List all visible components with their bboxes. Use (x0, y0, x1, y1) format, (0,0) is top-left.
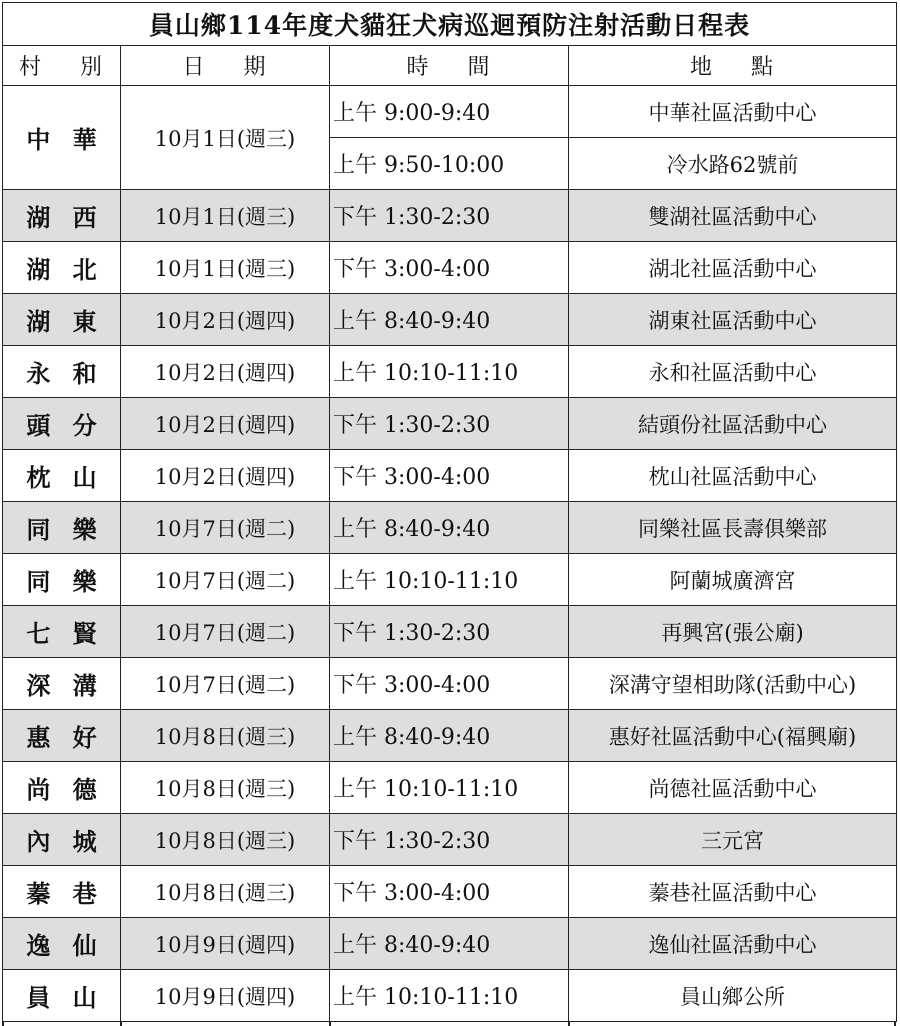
table-row (3, 86, 897, 138)
table-title: 員山鄉114年度犬貓狂犬病巡迴預防注射活動日程表 (3, 3, 897, 46)
table-row (3, 346, 897, 398)
village-cell: 惠 好 (3, 710, 121, 762)
village-cell: 中 華 (3, 86, 121, 190)
time-cell: 上午 8:40-9:40 (330, 294, 569, 346)
time-cell: 下午 1:30-2:30 (330, 190, 569, 242)
place-cell: 湖北社區活動中心 (569, 242, 897, 294)
table-row (3, 554, 897, 606)
date-cell: 10月2日(週四) (121, 346, 330, 398)
table-row (3, 658, 897, 710)
date-cell: 10月8日(週三) (121, 710, 330, 762)
table-row (3, 398, 897, 450)
time-cell: 下午 1:30-2:30 (330, 606, 569, 658)
header-place: 地 點 (569, 46, 897, 86)
place-cell: 冷水路62號前 (569, 138, 897, 190)
table-row (3, 502, 897, 554)
village-cell: 同 樂 (3, 554, 121, 606)
header-date: 日 期 (121, 46, 330, 86)
village-cell: 枕 山 (3, 450, 121, 502)
time-cell: 下午 1:30-2:30 (330, 814, 569, 866)
date-cell: 10月1日(週三) (121, 190, 330, 242)
date-cell: 10月9日(週四) (121, 918, 330, 970)
village-cell: 湖 東 (3, 294, 121, 346)
village-cell: 尚 德 (3, 762, 121, 814)
place-cell: 永和社區活動中心 (569, 346, 897, 398)
time-cell: 上午 9:00-9:40 (330, 86, 569, 138)
place-cell: 員山鄉公所 (569, 970, 897, 1022)
place-cell: 結頭份社區活動中心 (569, 398, 897, 450)
village-cell: 七 賢 (3, 606, 121, 658)
village-cell: 頭 分 (3, 398, 121, 450)
table-row (3, 606, 897, 658)
time-cell: 下午 3:00-4:00 (330, 450, 569, 502)
date-cell: 10月2日(週四) (121, 450, 330, 502)
time-cell: 下午 3:00-4:00 (330, 866, 569, 918)
date-cell: 10月8日(週三) (121, 814, 330, 866)
table-row (3, 762, 897, 814)
village-cell: 逸 仙 (3, 918, 121, 970)
village-cell: 內 城 (3, 814, 121, 866)
table-row (3, 866, 897, 918)
village-cell: 湖 北 (3, 242, 121, 294)
time-cell: 上午 10:10-11:10 (330, 554, 569, 606)
date-cell: 10月2日(週四) (121, 398, 330, 450)
place-cell: 逸仙社區活動中心 (569, 918, 897, 970)
place-cell: 惠好社區活動中心(福興廟) (569, 710, 897, 762)
village-cell: 員 山 (3, 970, 121, 1022)
table-row (3, 190, 897, 242)
village-cell: 湖 西 (3, 190, 121, 242)
date-cell: 10月8日(週三) (121, 866, 330, 918)
date-cell: 10月7日(週二) (121, 658, 330, 710)
village-cell: 同 樂 (3, 502, 121, 554)
table-row (3, 710, 897, 762)
table-row (3, 450, 897, 502)
place-cell: 中華社區活動中心 (569, 86, 897, 138)
place-cell: 阿蘭城廣濟宮 (569, 554, 897, 606)
place-cell: 尚德社區活動中心 (569, 762, 897, 814)
place-cell: 再興宮(張公廟) (569, 606, 897, 658)
village-cell: 永 和 (3, 346, 121, 398)
time-cell: 下午 1:30-2:30 (330, 398, 569, 450)
date-cell: 10月7日(週二) (121, 554, 330, 606)
village-cell: 深 溝 (3, 658, 121, 710)
place-cell: 蓁巷社區活動中心 (569, 866, 897, 918)
place-cell: 三元宮 (569, 814, 897, 866)
table-row (3, 918, 897, 970)
time-cell: 上午 10:10-11:10 (330, 762, 569, 814)
schedule-body (3, 86, 897, 1022)
place-cell: 同樂社區長壽俱樂部 (569, 502, 897, 554)
date-cell: 10月9日(週四) (121, 970, 330, 1022)
schedule-sheet (2, 2, 897, 1022)
date-cell: 10月7日(週二) (121, 502, 330, 554)
table-row (3, 970, 897, 1022)
time-cell: 上午 8:40-9:40 (330, 710, 569, 762)
place-cell: 深溝守望相助隊(活動中心) (569, 658, 897, 710)
date-cell: 10月1日(週三) (121, 86, 330, 190)
place-cell: 枕山社區活動中心 (569, 450, 897, 502)
time-cell: 下午 3:00-4:00 (330, 658, 569, 710)
time-cell: 上午 9:50-10:00 (330, 138, 569, 190)
time-cell: 下午 3:00-4:00 (330, 242, 569, 294)
table-row (3, 242, 897, 294)
table-row (3, 294, 897, 346)
time-cell: 上午 8:40-9:40 (330, 918, 569, 970)
time-cell: 上午 10:10-11:10 (330, 346, 569, 398)
place-cell: 雙湖社區活動中心 (569, 190, 897, 242)
place-cell: 湖東社區活動中心 (569, 294, 897, 346)
schedule-table (2, 2, 897, 1022)
date-cell: 10月7日(週二) (121, 606, 330, 658)
header-time: 時 間 (330, 46, 569, 86)
header-village: 村 別 (3, 46, 121, 86)
village-cell: 蓁 巷 (3, 866, 121, 918)
table-row (3, 814, 897, 866)
date-cell: 10月8日(週三) (121, 762, 330, 814)
date-cell: 10月2日(週四) (121, 294, 330, 346)
time-cell: 上午 10:10-11:10 (330, 970, 569, 1022)
time-cell: 上午 8:40-9:40 (330, 502, 569, 554)
date-cell: 10月1日(週三) (121, 242, 330, 294)
